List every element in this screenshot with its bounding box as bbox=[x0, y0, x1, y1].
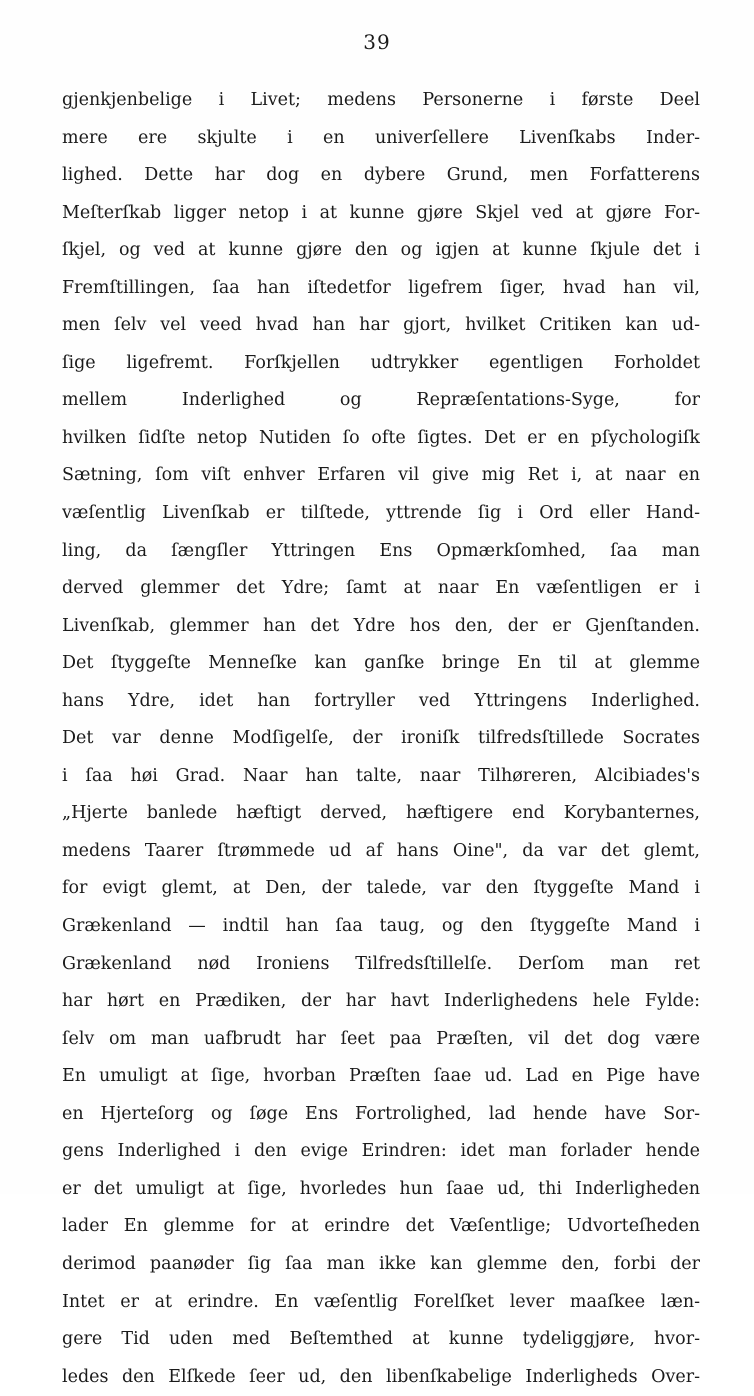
text-line: En umuligt at ſige, hvorban Præſten ſaae ud. Lad en Pige have bbox=[62, 1066, 700, 1087]
text-line: derved glemmer det Ydre; ſamt at naar En væſentligen er i bbox=[62, 578, 700, 599]
text-line: Intet er at erindre. En væſentlig Forelſket lever maaſkee læn- bbox=[62, 1291, 700, 1312]
text-line: lighed. Dette har dog en dybere Grund, men Forfatterens bbox=[62, 165, 700, 186]
text-line: hans Ydre, idet han fortryller ved Yttringens Inderlighed. bbox=[62, 690, 700, 711]
text-line: medens Taarer ſtrømmede ud af hans Oine", da var det glemt, bbox=[62, 840, 700, 861]
text-line: ſkjel, og ved at kunne gjøre den og igjen at kunne ſkjule det i bbox=[62, 240, 700, 261]
text-line: væſentlig Livenſkab er tilſtede, yttrende ſig i Ord eller Hand- bbox=[62, 503, 700, 524]
text-line: har hørt en Prædiken, der har havt Inderlighedens hele Fylde: bbox=[62, 991, 700, 1012]
text-line: Livenſkab, glemmer han det Ydre hos den, der er Gjenſtanden. bbox=[62, 615, 700, 636]
text-line: Meſterſkab ligger netop i at kunne gjøre Skjel ved at gjøre For- bbox=[62, 202, 700, 223]
text-line: ledes den Elſkede ſeer ud, den libenſkabelige Inderligheds Over- bbox=[62, 1366, 700, 1387]
page-number: 39 bbox=[363, 30, 391, 54]
text-line: ling, da ſængſler Yttringen Ens Opmærkſomhed, ſaa man bbox=[62, 540, 700, 561]
text-line: gere Tid uden med Beſtemthed at kunne tydeliggjøre, hvor- bbox=[62, 1329, 700, 1350]
text-line: i ſaa høi Grad. Naar han talte, naar Tilhøreren, Alcibiades's bbox=[62, 765, 700, 786]
text-line: lader En glemme for at erindre det Væſentlige; Udvorteſheden bbox=[62, 1216, 700, 1237]
text-line: Det ſtyggeſte Menneſke kan ganſke bringe En til at glemme bbox=[62, 653, 700, 674]
text-line: Grækenland — indtil han ſaa taug, og den ſtyggeſte Mand i bbox=[62, 916, 700, 937]
text-line: Grækenland nød Ironiens Tilfredsſtillelſe. Derſom man ret bbox=[62, 953, 700, 974]
text-line: ſelv om man uafbrudt har ſeet paa Præſten, vil det dog være bbox=[62, 1028, 700, 1049]
text-line: Det var denne Modſigelſe, der ironiſk tilfredsſtillede Socrates bbox=[62, 728, 700, 749]
text-line: en Hjerteſorg og ſøge Ens Fortrolighed, lad hende have Sor- bbox=[62, 1103, 700, 1124]
text-line: mellem Inderlighed og Repræſentations-Syge, for bbox=[62, 390, 700, 411]
text-line: Fremſtillingen, ſaa han iſtedetfor ligefrem ſiger, hvad han vil, bbox=[62, 277, 700, 298]
body-text bbox=[62, 82, 700, 1396]
text-line: er det umuligt at ſige, hvorledes hun ſaae ud, thi Inderligheden bbox=[62, 1178, 700, 1199]
text-line: derimod paanøder ſig ſaa man ikke kan glemme den, forbi der bbox=[62, 1253, 700, 1274]
text-line: gjenkjenbelige i Livet; medens Personerne i første Deel bbox=[62, 90, 700, 110]
text-line: for evigt glemt, at Den, der talede, var den ſtyggeſte Mand i bbox=[62, 878, 700, 899]
text-line: Sætning, ſom viſt enhver Erfaren vil give mig Ret i, at naar en bbox=[62, 465, 700, 486]
text-line: ſige ligefremt. Forſkjellen udtrykker egentligen Forholdet bbox=[62, 352, 700, 373]
text-line: men ſelv vel veed hvad han har gjort, hvilket Critiken kan ud- bbox=[62, 315, 700, 336]
text-line: hvilken ſidſte netop Nutiden ſo ofte ſigtes. Det er en pſychologiſk bbox=[62, 427, 700, 448]
text-line: mere ere skjulte i en univerſellere Livenſkabs Inder- bbox=[62, 127, 700, 148]
text-line: „Hjerte banlede hæftigt derved, hæftigere end Korybanternes, bbox=[62, 803, 700, 824]
text-line: gens Inderlighed i den evige Erindren: idet man forlader hende bbox=[62, 1141, 700, 1162]
